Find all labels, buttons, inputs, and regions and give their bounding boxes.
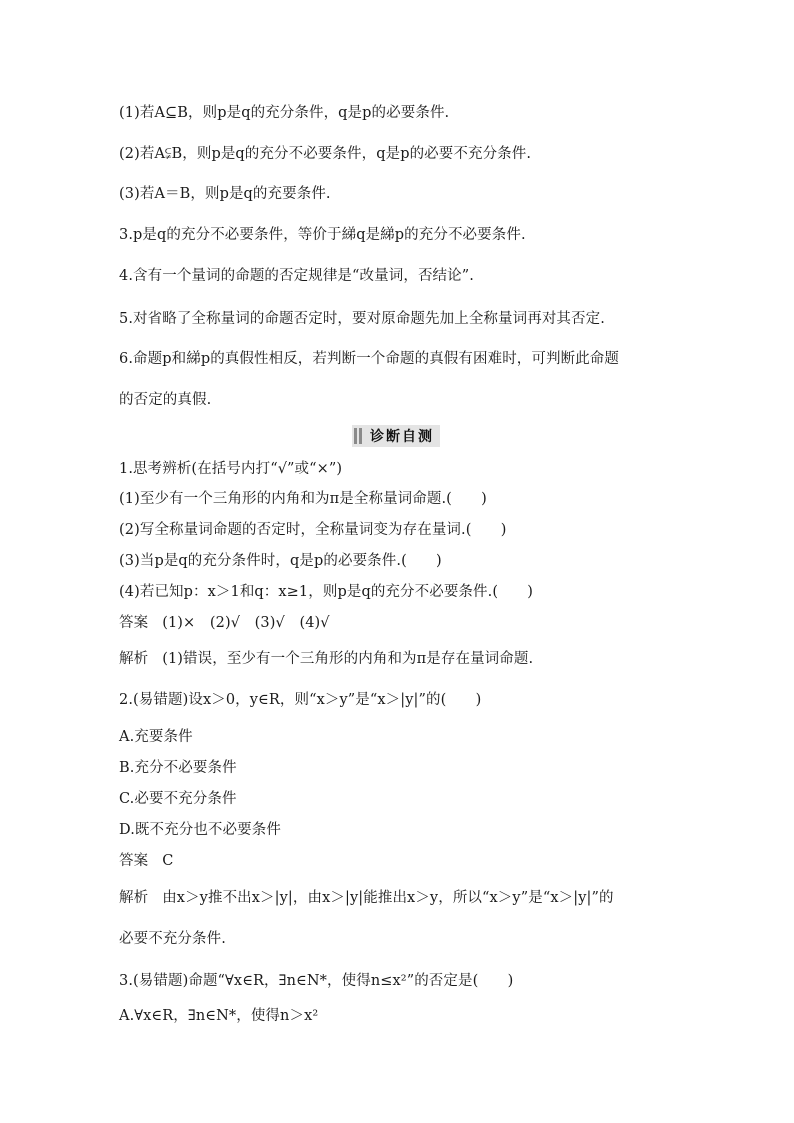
intro-line-6: 5.对省略了全称量词的命题否定时，要对原命题先加上全称量词再对其否定. <box>119 311 605 327</box>
q1-item-2: (2)写全称量词命题的否定时，全称量词变为存在量词.( ) <box>119 522 507 538</box>
q1-answer <box>119 614 330 632</box>
intro-line-3: (3)若A＝B，则p是q的充要条件. <box>119 186 331 202</box>
q1-analysis <box>119 650 533 668</box>
answer-label: 答案 <box>119 853 149 869</box>
banner-bar-icon <box>359 428 362 444</box>
q2-analysis-cont: 必要不充分条件. <box>119 931 226 947</box>
q3-option-a: A.∀x∈R，∃n∈N*，使得n＞x² <box>119 1008 319 1024</box>
intro-line-4: 3.p是q的充分不必要条件，等价于綈q是綈p的充分不必要条件. <box>119 227 526 243</box>
answer-text: C <box>162 853 174 869</box>
answer-label: 答案 <box>119 615 149 631</box>
q1-item-3: (3)当p是q的充分条件时，q是p的必要条件.( ) <box>119 553 442 569</box>
section-banner <box>352 425 440 447</box>
q1-title: 1.思考辨析(在括号内打“√”或“×”) <box>119 461 343 477</box>
q2-option-a: A.充要条件 <box>119 729 193 745</box>
q3-title: 3.(易错题)命题“∀x∈R，∃n∈N*，使得n≤x²”的否定是( ) <box>119 973 514 989</box>
intro-line-2: (2)若A⫋B，则p是q的充分不必要条件，q是p的必要不充分条件. <box>119 146 532 162</box>
analysis-label: 解析 <box>119 651 149 667</box>
intro-line-8: 的否定的真假. <box>119 392 212 408</box>
intro-line-1: (1)若A⊆B，则p是q的充分条件，q是p的必要条件. <box>119 105 450 121</box>
analysis-text: (1)错误，至少有一个三角形的内角和为π是存在量词命题. <box>162 651 534 667</box>
section-title: 诊断自测 <box>370 429 434 445</box>
q2-answer <box>119 852 173 870</box>
analysis-text: 由x＞y推不出x＞|y|，由x＞|y|能推出x＞y，所以“x＞y”是“x＞|y|”的 <box>162 890 614 906</box>
banner-bar-icon <box>354 428 357 444</box>
q2-option-c: C.必要不充分条件 <box>119 791 237 807</box>
q2-analysis <box>119 889 614 907</box>
q2-option-b: B.充分不必要条件 <box>119 760 237 776</box>
q1-item-4: (4)若已知p：x＞1和q：x≥1，则p是q的充分不必要条件.( ) <box>119 584 534 600</box>
q2-option-d: D.既不充分也不必要条件 <box>119 822 281 838</box>
intro-line-5: 4.含有一个量词的命题的否定规律是“改量词，否结论”. <box>119 268 474 284</box>
answer-text: (1)× (2)√ (3)√ (4)√ <box>162 615 330 631</box>
q2-title: 2.(易错题)设x＞0，y∈R，则“x＞y”是“x＞|y|”的( ) <box>119 692 482 708</box>
intro-line-7: 6.命题p和綈p的真假性相反，若判断一个命题的真假有困难时，可判断此命题 <box>119 351 619 367</box>
q1-item-1: (1)至少有一个三角形的内角和为π是全称量词命题.( ) <box>119 491 487 507</box>
analysis-label: 解析 <box>119 890 149 906</box>
